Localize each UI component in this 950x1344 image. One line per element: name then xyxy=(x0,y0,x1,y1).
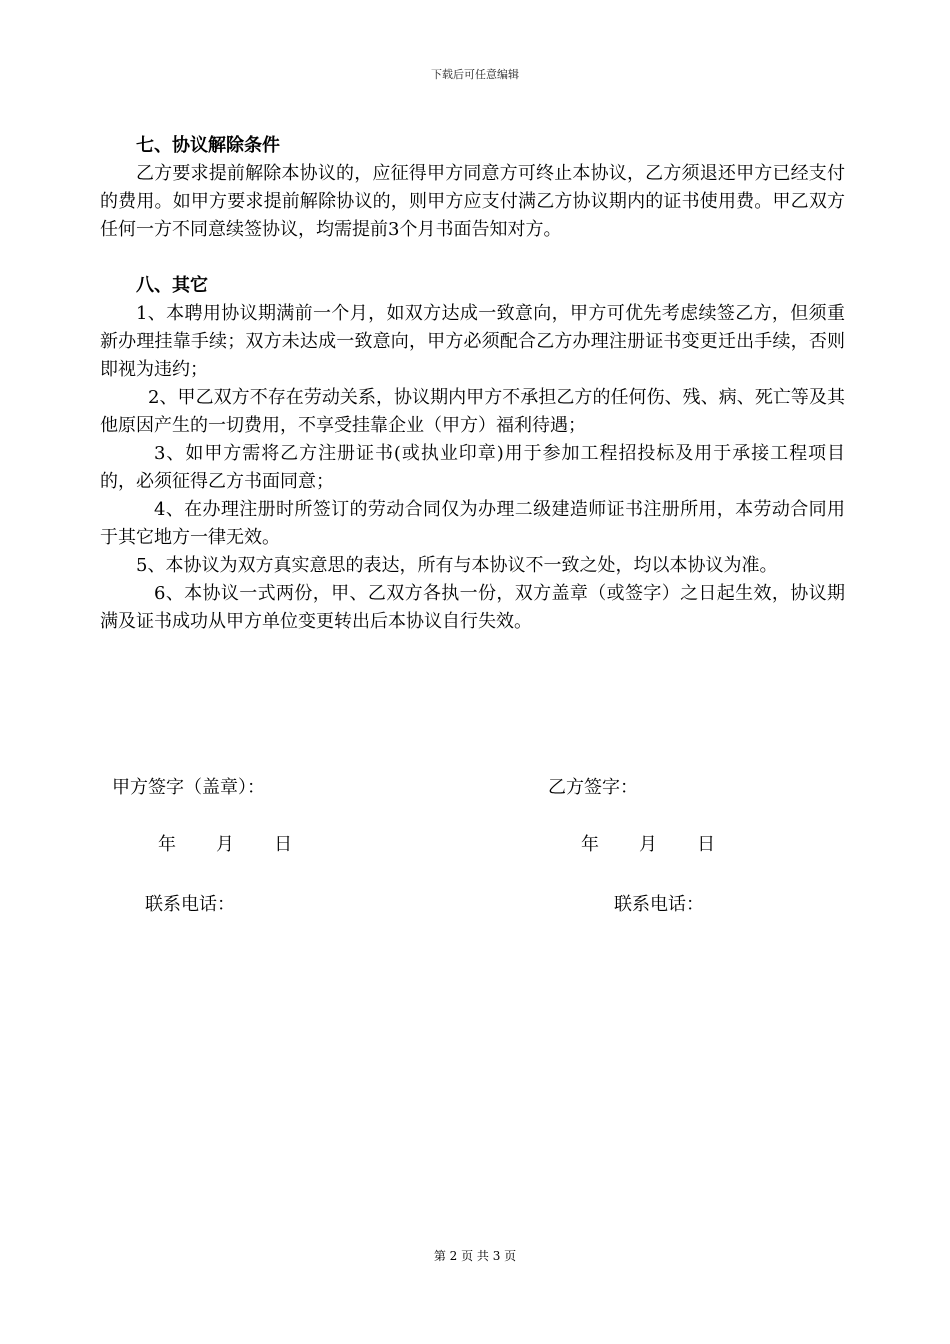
document-body xyxy=(100,132,845,636)
section-8-item-3: 3、如甲方需将乙方注册证书(或执业印章)用于参加工程招投标及用于承接工程项目的，必须征得乙方书面同意； xyxy=(100,443,845,492)
party-b-phone-label: 联系电话： xyxy=(614,894,704,915)
section-7-title: 七、协议解除条件 xyxy=(136,135,280,156)
section-8-item-6: 6、本协议一式两份，甲、乙双方各执一份，双方盖章（或签字）之日起生效，协议期满及证书成功从甲方单位变更转出后本协议自行失效。 xyxy=(100,583,845,632)
party-a-signature-label: 甲方签字（盖章）： xyxy=(112,777,265,798)
party-a-date-label: 年 月 日 xyxy=(158,834,293,855)
section-7-body: 乙方要求提前解除本协议的，应征得甲方同意方可终止本协议，乙方须退还甲方已经支付的费用。如甲方要求提前解除协议的，则甲方应支付满乙方协议期内的证书使用费。甲乙双方任何一方不同意续签协议，均需提前3个月书面告知对方。 xyxy=(100,163,845,240)
section-8-item-4: 4、在办理注册时所签订的劳动合同仅为办理二级建造师证书注册所用，本劳动合同用于其它地方一律无效。 xyxy=(100,499,845,548)
party-b-date-label: 年 月 日 xyxy=(581,834,716,855)
section-8-item-1: 1、本聘用协议期满前一个月，如双方达成一致意向，甲方可优先考虑续签乙方，但须重新办理挂靠手续；双方未达成一致意向，甲方必须配合乙方办理注册证书变更迁出手续，否则即视为违约； xyxy=(100,303,845,380)
section-8-item-5: 5、本协议为双方真实意思的表达，所有与本协议不一致之处，均以本协议为准。 xyxy=(136,555,778,576)
page-footer: 第 2 页 共 3 页 xyxy=(433,1249,517,1263)
party-a-phone-label: 联系电话： xyxy=(145,894,235,915)
page-header: 下载后可任意编辑 xyxy=(431,68,519,81)
section-8-item-2: 2、甲乙双方不存在劳动关系，协议期内甲方不承担乙方的任何伤、残、病、死亡等及其他原因产生的一切费用，不享受挂靠企业（甲方）福利待遇； xyxy=(100,387,845,436)
party-b-signature-label: 乙方签字： xyxy=(548,777,638,798)
section-8-title: 八、其它 xyxy=(136,275,208,296)
